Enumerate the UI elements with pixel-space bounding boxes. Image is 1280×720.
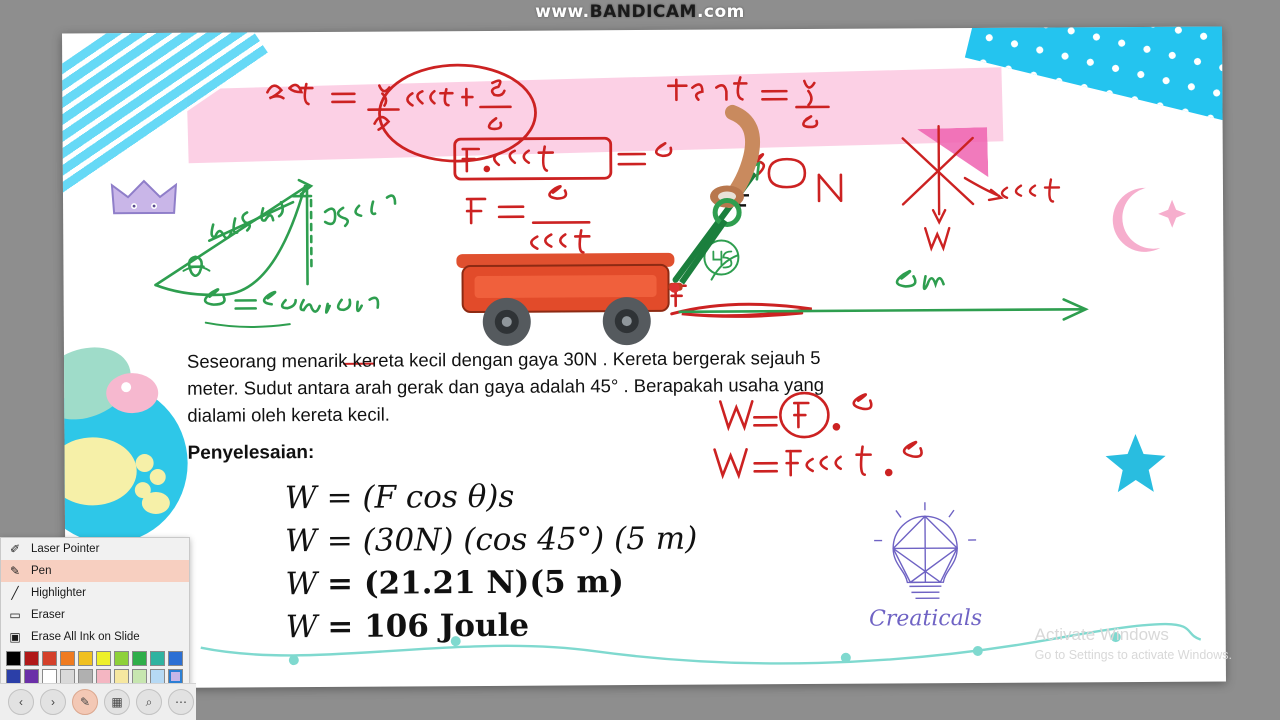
highlighter-icon: ╱ <box>11 586 19 600</box>
problem-statement: Seseorang menarik kereta kecil dengan gaya 30N . Kereta bergerak sejauh 5 meter. Sudut antara arah gerak dan gaya adalah 45° . Berapakah usaha yang dialami oleh kereta kecil. <box>186 346 825 426</box>
equation-list <box>285 475 698 650</box>
ink-menu-item-eraser[interactable] <box>1 604 189 626</box>
solution-heading: Penyelesaian: <box>187 442 315 464</box>
ink-color-swatch[interactable] <box>150 651 165 666</box>
ink-menu-item-label: Eraser <box>31 609 65 621</box>
ink-menu-item-pen[interactable] <box>1 560 189 582</box>
moon-sparkle-icon <box>1098 182 1188 263</box>
lightbulb-icon <box>830 498 1021 609</box>
ink-menu-item-highlighter[interactable] <box>1 582 189 604</box>
equation-lhs: W <box>285 566 318 603</box>
creaticals-logo <box>830 498 1021 639</box>
activate-windows-watermark <box>1035 624 1232 664</box>
zoom-button[interactable]: ⌕ <box>136 689 162 715</box>
ink-menu-item-label: Laser Pointer <box>31 543 100 555</box>
erase-all-icon: ▣ <box>9 630 21 644</box>
ink-color-swatch[interactable] <box>96 651 111 666</box>
equation-lhs: W <box>285 523 318 560</box>
equation-row <box>285 561 697 607</box>
ink-color-swatch[interactable] <box>150 669 165 684</box>
decorative-blob <box>62 343 205 554</box>
ink-menu-item-label: Pen <box>31 565 52 577</box>
pen-icon: ✎ <box>9 564 21 578</box>
equation-rhs: = 106 Joule <box>327 607 530 645</box>
presentation-slide[interactable] <box>62 26 1226 688</box>
ink-color-swatch[interactable] <box>78 669 93 684</box>
ink-tools-menu[interactable] <box>0 537 190 690</box>
ink-color-swatch[interactable] <box>168 651 183 666</box>
equation-row <box>285 518 697 564</box>
wagon-handle <box>662 104 783 295</box>
activate-windows-subtitle: Go to Settings to activate Windows. <box>1034 648 1232 662</box>
ink-color-swatch[interactable] <box>6 669 21 684</box>
ink-color-swatch[interactable] <box>132 669 147 684</box>
equation-lhs: W <box>285 608 318 646</box>
bandicam-watermark <box>535 2 745 22</box>
ink-color-swatch[interactable] <box>24 651 39 666</box>
crown-icon <box>108 173 180 221</box>
star-icon <box>1104 432 1166 494</box>
equation-row <box>286 604 698 650</box>
previous-slide-button[interactable]: ‹ <box>8 689 34 715</box>
ink-color-swatch[interactable] <box>42 669 57 684</box>
ink-color-swatch[interactable] <box>24 669 39 684</box>
more-options-button[interactable]: ⋯ <box>168 689 194 715</box>
pivot-dot <box>670 283 680 293</box>
watermark-mid: BANDICAM <box>589 2 697 22</box>
ink-color-swatch[interactable] <box>6 651 21 666</box>
activate-windows-title: Activate Windows <box>1034 625 1169 644</box>
ink-color-swatch[interactable] <box>114 669 129 684</box>
equation-rhs: = (30N) (cos 45°) (5 m) <box>326 520 698 559</box>
ink-color-swatch[interactable] <box>96 669 111 684</box>
ink-menu-item-label: Highlighter <box>31 587 86 599</box>
laser-pointer-icon: ✐ <box>9 542 21 556</box>
next-slide-button[interactable]: › <box>40 689 66 715</box>
eraser-icon: ▭ <box>9 608 21 622</box>
ink-color-swatch[interactable] <box>168 669 183 684</box>
ink-menu-item-laser-pointer[interactable] <box>1 538 189 560</box>
watermark-post: .com <box>696 2 745 22</box>
ink-color-swatch[interactable] <box>132 651 147 666</box>
ink-color-swatch[interactable] <box>114 651 129 666</box>
equation-rhs: = (21.21 N)(5 m) <box>327 564 625 602</box>
ink-color-swatch[interactable] <box>60 669 75 684</box>
ink-menu-item-erase-all[interactable] <box>1 626 189 648</box>
slide-overview-button[interactable]: ▦ <box>104 689 130 715</box>
pen-tool-button[interactable]: ✎ <box>72 689 98 715</box>
slideshow-control-bar[interactable] <box>0 683 196 720</box>
ink-color-swatch[interactable] <box>42 651 57 666</box>
ink-color-swatch[interactable] <box>78 651 93 666</box>
equation-row <box>285 475 697 521</box>
logo-text: Creaticals <box>868 605 983 632</box>
equation-lhs: W <box>284 480 317 517</box>
equation-rhs: = (F cos θ)s <box>326 478 515 516</box>
ink-menu-item-label: Erase All Ink on Slide <box>31 631 140 643</box>
watermark-pre: www. <box>535 2 590 22</box>
ink-color-swatch[interactable] <box>60 651 75 666</box>
